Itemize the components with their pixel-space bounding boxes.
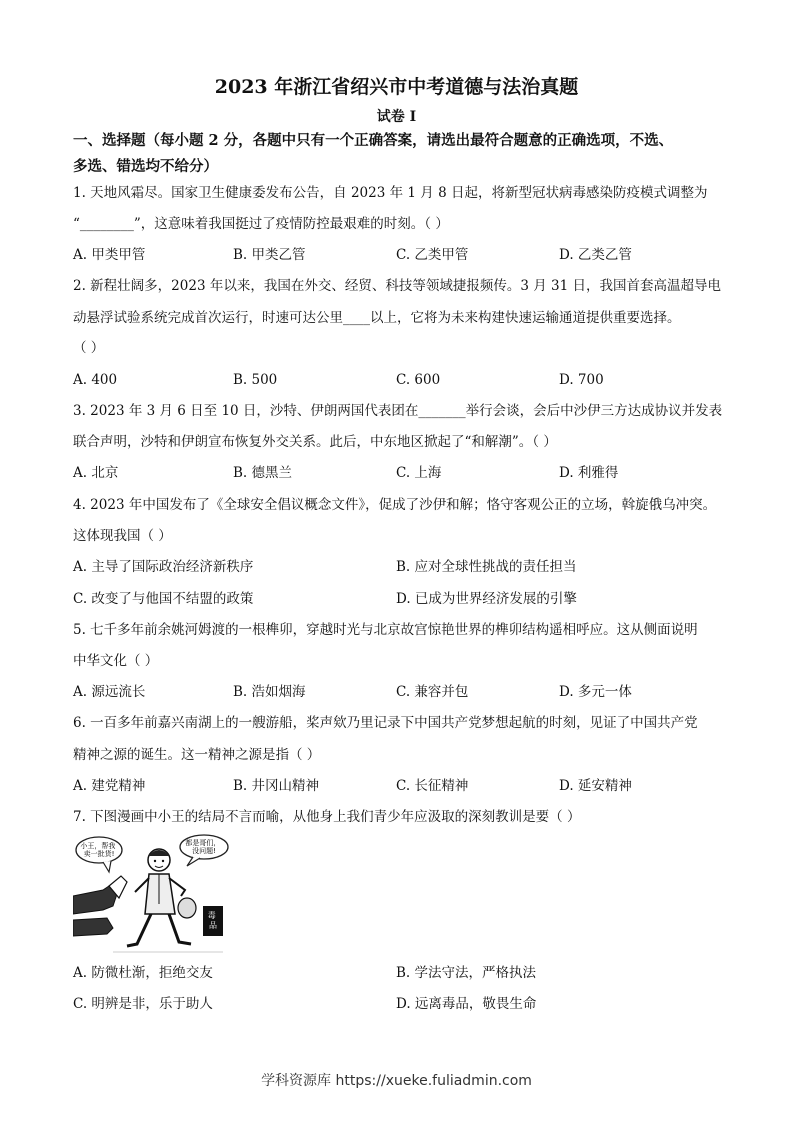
q2-option-c: C. 600 [396,372,441,388]
q2-stem-line1: 2. 新程壮阔多，2023 年以来，我国在外交、经贸、科技等领域捷报频传。3 月 31 日，我国首套高温超导电 [73,278,721,294]
q7-option-a: A. 防微杜渐，拒绝交友 [73,965,213,981]
q3-option-c: C. 上海 [396,465,442,481]
q7-option-d: D. 远离毒品，敬畏生命 [396,996,537,1012]
q7-option-c: C. 明辨是非，乐于助人 [73,996,213,1012]
q5-option-a: A. 源远流长 [73,684,146,700]
q4-option-a: A. 主导了国际政治经济新秩序 [73,559,254,575]
q5-option-d: D. 多元一体 [559,684,632,700]
section-heading-line1: 一、选择题（每小题 2 分，各题中只有一个正确答案，请选出最符合题意的正确选项，不选、 [73,132,674,149]
drug-cartoon-image [73,834,231,956]
q6-option-b: B. 井冈山精神 [233,778,320,794]
q3-stem-line1: 3. 2023 年 3 月 6 日至 10 日，沙特、伊朗两国代表团在_______举行会谈，会后中沙伊三方达成协议并发表 [73,403,723,419]
q1-stem-line2: “________”，这意味着我国挺过了疫情防控最艰难的时刻。（ ） [73,216,449,232]
paper-subtitle: 试卷 I [376,109,417,125]
q1-stem-line1: 1. 天地风霜尽。国家卫生健康委发布公告，自 2023 年 1 月 8 日起，将新型冠状病毒感染防疫模式调整为 [73,185,708,201]
q7-option-b: B. 学法守法，严格执法 [396,965,537,981]
cartoon-bag-label: 毒 品 [207,911,217,930]
q5-option-c: C. 兼容并包 [396,684,469,700]
q4-stem-line1: 4. 2023 年中国发布了《全球安全倡议概念文件》，促成了沙伊和解；恪守客观公正的立场，斡旋俄乌冲突。 [73,497,717,513]
q4-option-d: D. 已成为世界经济发展的引擎 [396,591,577,607]
q6-option-a: A. 建党精神 [73,778,146,794]
q3-stem-line2: 联合声明，沙特和伊朗宣布恢复外交关系。此后，中东地区掀起了“和解潮”。（ ） [73,434,557,450]
q2-stem-line2: 动悬浮试验系统完成首次运行，时速可达公里____以上，它将为未来构建快速运输通道提供重要选择。 [73,310,681,326]
q1-option-a: A. 甲类甲管 [73,247,146,263]
q1-option-c: C. 乙类甲管 [396,247,469,263]
q3-option-b: B. 德黑兰 [233,465,293,481]
q5-stem-line1: 5. 七千多年前余姚河姆渡的一根榫卯，穿越时光与北京故宫惊艳世界的榫卯结构遥相呼应。这从侧面说明 [73,622,698,638]
cartoon-bubble-left-text: 小王，帮我 卖一批货! [80,842,116,858]
q5-stem-line2: 中华文化（ ） [73,653,159,669]
q2-option-d: D. 700 [559,372,604,388]
q6-option-c: C. 长征精神 [396,778,469,794]
q6-option-d: D. 延安精神 [559,778,632,794]
q7-stem-line1: 7. 下图漫画中小王的结局不言而喻，从他身上我们青少年应汲取的深刻教训是要（ ） [73,809,581,825]
q3-option-d: D. 利雅得 [559,465,619,481]
q2-stem-line3: （ ） [73,340,105,356]
q4-stem-line2: 这体现我国（ ） [73,528,172,544]
q1-option-d: D. 乙类乙管 [559,247,632,263]
q4-option-b: B. 应对全球性挑战的责任担当 [396,559,577,575]
q6-stem-line1: 6. 一百多年前嘉兴南湖上的一艘游船，桨声欸乃里记录下中国共产党梦想起航的时刻，见证了中国共产党 [73,715,698,731]
q1-option-b: B. 甲类乙管 [233,247,306,263]
q6-stem-line2: 精神之源的诞生。这一精神之源是指（ ） [73,747,321,763]
cartoon-bubble-right-text: 都是哥们， 没问题! [185,839,221,855]
q4-option-c: C. 改变了与他国不结盟的政策 [73,591,254,607]
q5-option-b: B. 浩如烟海 [233,684,306,700]
q2-option-b: B. 500 [233,372,278,388]
footer-watermark: 学科资源库 https://xueke.fuliadmin.com [261,1073,532,1089]
q2-option-a: A. 400 [73,372,118,388]
q3-option-a: A. 北京 [73,465,119,481]
section-heading-line2: 多选、错选均不给分） [73,158,218,175]
page-title: 2023 年浙江省绍兴市中考道德与法治真题 [214,76,579,98]
